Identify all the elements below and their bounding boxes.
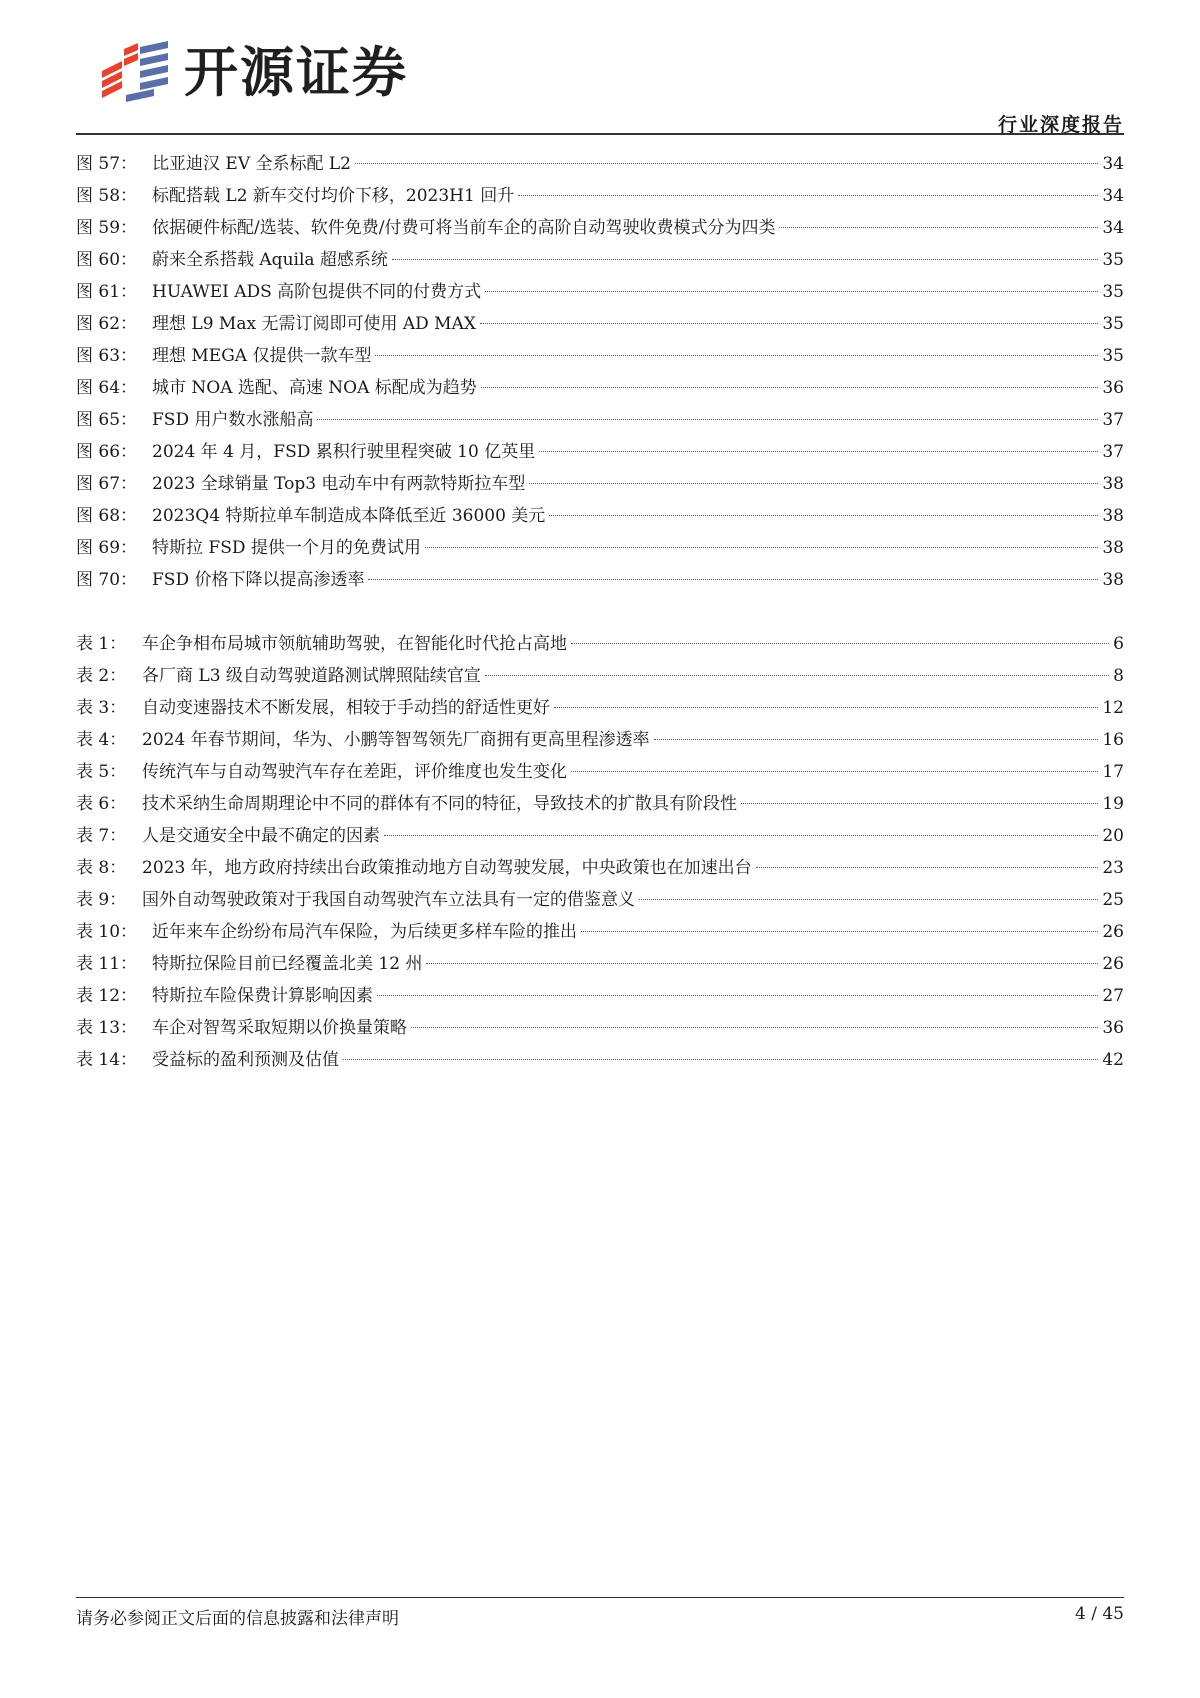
toc-title: FSD 价格下降以提高渗透率 <box>152 570 365 590</box>
toc-title: 比亚迪汉 EV 全系标配 L2 <box>152 154 352 174</box>
toc-page: 37 <box>1102 442 1124 462</box>
toc-leader <box>392 259 1098 260</box>
toc-row[interactable] <box>76 948 1124 980</box>
toc-label: 图 64： <box>76 378 138 398</box>
toc-title: 技术采纳生命周期理论中不同的群体有不同的特征，导致技术的扩散具有阶段性 <box>142 794 737 814</box>
toc-page: 34 <box>1102 218 1124 238</box>
company-logo <box>98 38 408 108</box>
toc-leader <box>654 739 1099 740</box>
toc-label: 图 66： <box>76 442 138 462</box>
toc-page: 35 <box>1102 314 1124 334</box>
toc-row[interactable] <box>76 980 1124 1012</box>
toc-label: 表 11： <box>76 954 138 974</box>
toc-label: 表 8： <box>76 858 127 878</box>
toc-label: 表 1： <box>76 634 127 654</box>
toc-row[interactable] <box>76 1044 1124 1076</box>
toc-label: 表 7： <box>76 826 127 846</box>
toc-page: 42 <box>1102 1050 1124 1070</box>
toc-page: 38 <box>1102 506 1124 526</box>
toc-leader <box>343 1059 1098 1060</box>
toc-page: 38 <box>1102 538 1124 558</box>
toc-leader <box>317 419 1098 420</box>
toc-page: 20 <box>1102 826 1124 846</box>
toc-title: 受益标的盈利预测及估值 <box>152 1050 339 1070</box>
toc-label: 图 57： <box>76 154 138 174</box>
toc-label: 图 68： <box>76 506 138 526</box>
toc-row[interactable] <box>76 244 1124 276</box>
toc-leader <box>639 899 1098 900</box>
toc-title: 特斯拉车险保费计算影响因素 <box>152 986 373 1006</box>
toc-page: 36 <box>1102 1018 1124 1038</box>
toc-row[interactable] <box>76 724 1124 756</box>
logo-mark-icon <box>98 41 170 105</box>
toc-leader <box>485 675 1109 676</box>
toc-label: 表 14： <box>76 1050 138 1070</box>
toc-label: 表 2： <box>76 666 127 686</box>
toc-row[interactable] <box>76 788 1124 820</box>
toc-label: 图 58： <box>76 186 138 206</box>
toc-label: 表 4： <box>76 730 127 750</box>
toc-page: 37 <box>1102 410 1124 430</box>
toc-leader <box>355 163 1098 164</box>
toc-leader <box>581 931 1098 932</box>
toc-row[interactable] <box>76 212 1124 244</box>
toc-page: 26 <box>1102 922 1124 942</box>
toc-title: 2024 年 4 月，FSD 累积行驶里程突破 10 亿英里 <box>152 442 536 462</box>
brand-name: 开源证券 <box>184 41 408 104</box>
toc-leader <box>549 515 1098 516</box>
toc-title: 标配搭载 L2 新车交付均价下移，2023H1 回升 <box>152 186 515 206</box>
toc-page: 19 <box>1102 794 1124 814</box>
toc-title: 理想 L9 Max 无需订阅即可使用 AD MAX <box>152 314 476 334</box>
toc-title: 自动变速器技术不断发展，相较于手动挡的舒适性更好 <box>142 698 550 718</box>
toc-label: 图 65： <box>76 410 138 430</box>
toc-title: 2023Q4 特斯拉单车制造成本降低至近 36000 美元 <box>152 506 546 526</box>
toc-label: 表 9： <box>76 890 127 910</box>
toc-leader <box>377 995 1098 996</box>
toc-label: 表 3： <box>76 698 127 718</box>
toc-title: 2023 年，地方政府持续出台政策推动地方自动驾驶发展，中央政策也在加速出台 <box>142 858 752 878</box>
toc-row[interactable] <box>76 660 1124 692</box>
toc-row[interactable] <box>76 468 1124 500</box>
toc-page: 34 <box>1102 186 1124 206</box>
toc-title: 城市 NOA 选配、高速 NOA 标配成为趋势 <box>152 378 477 398</box>
toc-leader <box>571 771 1098 772</box>
toc-page: 36 <box>1102 378 1124 398</box>
toc-row[interactable] <box>76 820 1124 852</box>
toc-label: 表 10： <box>76 922 138 942</box>
toc-leader <box>741 803 1098 804</box>
toc-page: 35 <box>1102 282 1124 302</box>
toc-row[interactable] <box>76 884 1124 916</box>
toc-title: 车企对智驾采取短期以价换量策略 <box>152 1018 407 1038</box>
page-number: 4 / 45 <box>1075 1604 1124 1624</box>
toc-title: 蔚来全系搭载 Aquila 超感系统 <box>152 250 388 270</box>
toc-row[interactable] <box>76 500 1124 532</box>
toc-title: FSD 用户数水涨船高 <box>152 410 314 430</box>
toc-label: 表 6： <box>76 794 127 814</box>
toc-row[interactable] <box>76 148 1124 180</box>
toc-row[interactable] <box>76 308 1124 340</box>
toc-page: 6 <box>1113 634 1124 654</box>
toc-title: 近年来车企纷纷布局汽车保险，为后续更多样车险的推出 <box>152 922 577 942</box>
toc-row[interactable] <box>76 436 1124 468</box>
toc-leader <box>384 835 1098 836</box>
page-header <box>0 0 1200 140</box>
figure-list <box>76 148 1124 596</box>
toc-title: 人是交通安全中最不确定的因素 <box>142 826 380 846</box>
toc-leader <box>375 355 1098 356</box>
toc-leader <box>368 579 1098 580</box>
toc-leader <box>756 867 1099 868</box>
toc-row[interactable] <box>76 180 1124 212</box>
toc-title: 车企争相布局城市领航辅助驾驶，在智能化时代抢占高地 <box>142 634 567 654</box>
toc-title: 依据硬件标配/选装、软件免费/付费可将当前车企的高阶自动驾驶收费模式分为四类 <box>152 218 776 238</box>
toc-page: 27 <box>1102 986 1124 1006</box>
toc-title: 传统汽车与自动驾驶汽车存在差距，评价维度也发生变化 <box>142 762 567 782</box>
toc-label: 图 59： <box>76 218 138 238</box>
toc-row[interactable] <box>76 564 1124 596</box>
toc-title: HUAWEI ADS 高阶包提供不同的付费方式 <box>152 282 482 302</box>
toc-row[interactable] <box>76 532 1124 564</box>
table-list <box>76 628 1124 1076</box>
toc-page: 34 <box>1102 154 1124 174</box>
toc-page: 25 <box>1102 890 1124 910</box>
toc-leader <box>518 195 1098 196</box>
toc-label: 图 67： <box>76 474 138 494</box>
toc-page: 35 <box>1102 346 1124 366</box>
toc-page: 35 <box>1102 250 1124 270</box>
toc-label: 图 61： <box>76 282 138 302</box>
footer-divider <box>76 1597 1124 1598</box>
header-divider <box>76 133 1124 135</box>
toc-title: 理想 MEGA 仅提供一款车型 <box>152 346 372 366</box>
toc-title: 特斯拉 FSD 提供一个月的免费试用 <box>152 538 421 558</box>
toc-title: 各厂商 L3 级自动驾驶道路测试牌照陆续官宣 <box>142 666 481 686</box>
toc-label: 图 63： <box>76 346 138 366</box>
toc-title: 特斯拉保险目前已经覆盖北美 12 州 <box>152 954 423 974</box>
toc-leader <box>480 323 1098 324</box>
toc-page: 26 <box>1102 954 1124 974</box>
toc-leader <box>554 707 1098 708</box>
toc-label: 表 5： <box>76 762 127 782</box>
toc-page: 38 <box>1102 570 1124 590</box>
toc-row[interactable] <box>76 628 1124 660</box>
toc-row[interactable] <box>76 756 1124 788</box>
toc-title: 2024 年春节期间，华为、小鹏等智驾领先厂商拥有更高里程渗透率 <box>142 730 650 750</box>
toc-row[interactable] <box>76 276 1124 308</box>
toc-leader <box>425 547 1098 548</box>
toc-row[interactable] <box>76 916 1124 948</box>
toc-leader <box>539 451 1098 452</box>
toc-page: 16 <box>1102 730 1124 750</box>
toc-label: 图 60： <box>76 250 138 270</box>
report-type: 行业深度报告 <box>997 114 1124 136</box>
toc-row[interactable] <box>76 852 1124 884</box>
toc-label: 图 62： <box>76 314 138 334</box>
toc-page: 38 <box>1102 474 1124 494</box>
toc-title: 2023 全球销量 Top3 电动车中有两款特斯拉车型 <box>152 474 526 494</box>
toc-label: 图 69： <box>76 538 138 558</box>
toc-row[interactable] <box>76 1012 1124 1044</box>
toc-label: 图 70： <box>76 570 138 590</box>
toc-title: 国外自动驾驶政策对于我国自动驾驶汽车立法具有一定的借鉴意义 <box>142 890 635 910</box>
toc-leader <box>481 387 1099 388</box>
toc-leader <box>529 483 1098 484</box>
toc-row[interactable] <box>76 404 1124 436</box>
toc-page: 8 <box>1113 666 1124 686</box>
toc-leader <box>779 227 1098 228</box>
toc-row[interactable] <box>76 340 1124 372</box>
toc-page: 12 <box>1102 698 1124 718</box>
toc-label: 表 12： <box>76 986 138 1006</box>
toc-page: 17 <box>1102 762 1124 782</box>
toc-leader <box>411 1027 1098 1028</box>
toc-row[interactable] <box>76 692 1124 724</box>
toc-page: 23 <box>1102 858 1124 878</box>
toc-leader <box>485 291 1098 292</box>
toc-leader <box>571 643 1109 644</box>
toc-row[interactable] <box>76 372 1124 404</box>
toc-leader <box>426 963 1098 964</box>
toc-label: 表 13： <box>76 1018 138 1038</box>
footer-disclaimer: 请务必参阅正文后面的信息披露和法律声明 <box>76 1609 399 1629</box>
